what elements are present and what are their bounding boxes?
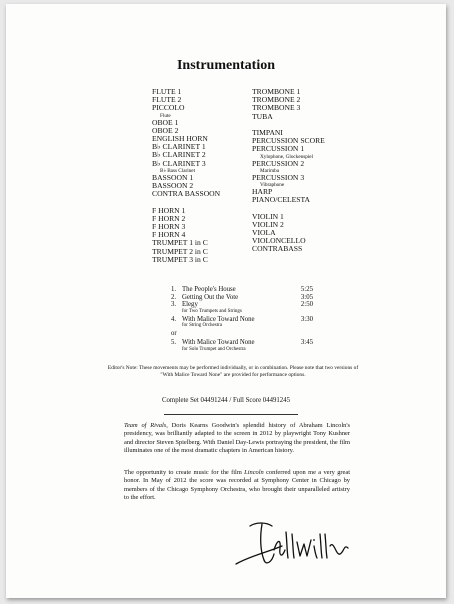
instrument-viola: VIOLA [252,228,276,238]
instrument-english-horn: ENGLISH HORN [152,134,208,144]
instrument-trumpet-1-in-c: TRUMPET 1 in C [152,238,208,248]
instrument-bassoon-2: BASSOON 2 [152,181,194,191]
instrument-trombone-1: TROMBONE 1 [252,87,301,96]
movement-row [171,301,313,309]
paragraph-composer-note [124,469,350,502]
movement-row [171,286,313,294]
divider [164,414,298,415]
instrument-percussion-3: PERCUSSION 3 [252,172,305,182]
instrument-violoncello: VIOLONCELLO [252,236,306,246]
movement-title: Getting Out the Vote [182,293,239,301]
instrument-f-horn-1: F HORN 1 [152,205,186,215]
film-title: Lincoln [244,469,264,476]
instrument-doubling: Marimba [260,167,280,174]
instrument-contrabass: CONTRABASS [252,244,303,254]
instrument-b-clarinet-2: B♭ CLARINET 2 [152,150,206,160]
instrument-list-left [152,88,220,264]
movement-number: 2. [171,293,177,301]
instrument-flute-1: FLUTE 1 [152,87,182,96]
instrument-harp: HARP [252,187,273,197]
movement-row [171,316,313,324]
instrument-f-horn-2: F HORN 2 [152,213,186,223]
movement-or: or [171,330,177,338]
instrument-trumpet-3-in-c: TRUMPET 3 in C [152,254,208,264]
movement-number: 1. [171,286,177,293]
instrument-trombone-3: TROMBONE 3 [252,103,301,113]
movement-row [171,294,313,302]
instrument-timpani: TIMPANI [252,128,283,137]
page-title: Instrumentation [176,58,275,73]
instrument-contra-bassoon: CONTRA BASSOON [152,189,221,199]
instrument-piccolo: PICCOLO [152,103,185,113]
signature-image [230,510,360,576]
paragraph-team-of-rivals [124,422,350,455]
instrument-doubling: B♭ Bass Clarinet [160,167,196,174]
movement-number: 3. [171,301,177,309]
editors-note: Editor's Note: These movements may be performed individually, or in combination. Please note that two versions of "With Malice Toward None" are provided for performance options. [107,365,359,378]
instrument-list-right [252,88,325,254]
movement-duration: 5:25 [300,286,313,293]
instrument-violin-1: VIOLIN 1 [252,211,284,221]
instrument-violin-2: VIOLIN 2 [252,219,284,229]
instrument-trumpet-2-in-c: TRUMPET 2 in C [152,246,208,256]
instrument-f-horn-3: F HORN 3 [152,222,186,232]
instrument-percussion-2: PERCUSSION 2 [252,158,305,168]
movement-row [171,339,313,347]
instrument-doubling: Xylophone, Glockenspiel [260,153,314,160]
catalog-numbers: Complete Set 04491244 / Full Score 04491245 [161,397,290,404]
instrument-doubling: Flute [160,112,171,119]
instrument-oboe-1: OBOE 1 [152,117,179,127]
movement-list [171,286,313,354]
instrument-oboe-2: OBOE 2 [152,125,179,135]
movement-duration: 3:45 [300,338,313,346]
movement-scoring: for String Orchestra [182,323,222,329]
movement-duration: 3:05 [300,293,313,301]
instrument-f-horn-4: F HORN 4 [152,230,186,240]
movement-duration: 2:50 [300,301,313,309]
instrument-percussion-score: PERCUSSION SCORE [252,136,325,146]
paragraph-text: The opportunity to create music for the film [124,469,245,476]
instrument-bassoon-1: BASSOON 1 [152,172,194,182]
instrument-tuba: TUBA [252,111,273,121]
paragraph-text: conferred upon me a very great honor. In May of 2012 the score was recorded at Symphony Center in Chicago by members of the Chicago Symphony Orchestra, who brought their unparalleled artistry to the effort. [124,469,350,501]
instrument-flute-2: FLUTE 2 [152,95,182,105]
movement-duration: 3:30 [300,315,313,323]
movement-title: With Malice Toward None [182,315,255,323]
movement-title: Elegy [182,301,198,309]
movement-scoring: for Two Trumpets and Strings [182,308,242,314]
movement-title: With Malice Toward None [182,338,255,346]
instrument-percussion-1: PERCUSSION 1 [252,144,305,154]
instrument-piano-celesta: PIANO/CELESTA [252,195,311,205]
score-page [6,4,446,598]
instrument-doubling: Vibraphone [260,182,285,189]
movement-title: The People's House [182,286,236,293]
instrument-b-clarinet-1: B♭ CLARINET 1 [152,142,206,152]
movement-number: 5. [171,338,177,346]
book-title: Team of Rivals, [124,422,168,429]
movement-number: 4. [171,315,177,323]
instrument-trombone-2: TROMBONE 2 [252,95,301,105]
paragraph-text: Doris Kearns Goodwin's splendid history of Abraham Lincoln's presidency, was brilliantly adapted to the screen in 2012 by playwright Tony Kushner and director Steven Spielberg. With Daniel Day-Lewis portraying the president, the film illuminates one of the most dramatic chapters in American history. [124,422,350,454]
instrument-b-clarinet-3: B♭ CLARINET 3 [152,158,206,168]
movement-scoring: for Solo Trumpet and Orchestra [182,346,246,352]
